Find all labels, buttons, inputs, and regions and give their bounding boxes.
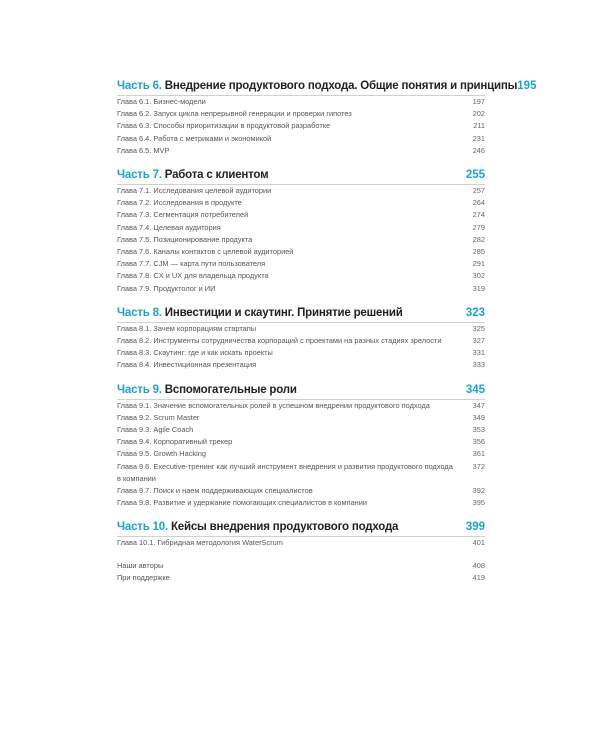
chapter-page-number: 395 xyxy=(472,498,485,508)
part-page-number: 195 xyxy=(517,80,537,92)
chapter-page-number: 327 xyxy=(472,336,485,346)
chapter-title: Глава 6.5. MVP xyxy=(117,145,170,155)
chapter-entry xyxy=(117,209,485,221)
part-number: Часть 9. xyxy=(117,383,162,396)
chapter-page-number: 356 xyxy=(472,437,485,447)
chapter-title: Глава 7.5. Позиционирование продукта xyxy=(117,234,253,244)
chapter-entry xyxy=(117,222,485,234)
chapter-title: Глава 9.4. Корпоративный трекер xyxy=(117,437,233,447)
part-heading xyxy=(117,307,485,323)
part-number: Часть 10. xyxy=(117,521,168,534)
chapter-entry xyxy=(117,485,485,497)
chapter-entry xyxy=(117,145,485,157)
chapter-page-number: 285 xyxy=(472,247,485,257)
chapter-title: Глава 9.5. Growth Hacking xyxy=(117,449,206,459)
back-matter-entry xyxy=(117,560,485,572)
part-page-number: 399 xyxy=(465,521,485,534)
chapter-page-number: 372 xyxy=(472,461,485,471)
part-title xyxy=(117,384,297,396)
chapter-entry xyxy=(117,246,485,258)
back-matter-page-number: 408 xyxy=(472,560,485,570)
chapter-entry xyxy=(117,448,485,460)
chapter-page-number: 353 xyxy=(472,425,485,435)
part-name: Работа с клиентом xyxy=(164,169,269,182)
chapter-title: Глава 7.1. Исследования целевой аудитории xyxy=(117,186,272,196)
chapter-title: Глава 10.1. Гибридная методология WaterScrum xyxy=(117,538,283,548)
chapter-title: Глава 6.4. Работа с метриками и экономикой xyxy=(117,133,272,143)
chapter-entry xyxy=(117,347,485,359)
back-matter-page-number: 419 xyxy=(472,572,485,582)
chapter-title: Глава 8.1. Зачем корпорациям стартапы xyxy=(117,323,257,333)
chapter-entry xyxy=(117,436,485,448)
part-title xyxy=(117,307,403,319)
chapter-entry xyxy=(117,96,485,108)
chapter-title: Глава 7.7. CJM — карта пути пользователя xyxy=(117,259,266,269)
chapter-page-number: 264 xyxy=(472,198,485,208)
chapter-page-number: 279 xyxy=(472,222,485,232)
part-name: Внедрение продуктового подхода. Общие понятия и принципы xyxy=(164,80,518,92)
chapter-entry xyxy=(117,283,485,295)
part-heading xyxy=(117,80,537,96)
chapter-page-number: 302 xyxy=(472,271,485,281)
chapter-page-number: 291 xyxy=(472,259,485,269)
chapter-title: Глава 9.1. Значение вспомогательных ролей в успешном внедрении продуктового подхода xyxy=(117,400,430,410)
chapter-entry xyxy=(117,270,485,282)
chapter-title: Глава 8.4. Инвестиционная презентация xyxy=(117,360,257,370)
part-number: Часть 7. xyxy=(117,169,162,182)
chapter-title: Глава 6.2. Запуск цикла непрерывной генерации и проверки гипотез xyxy=(117,109,352,119)
part-page-number: 255 xyxy=(465,169,485,182)
back-matter-title: Наши авторы xyxy=(117,560,164,570)
chapter-page-number: 197 xyxy=(472,97,485,106)
chapter-title: Глава 8.2. Инструменты сотрудничества корпораций с проектами на разных стадиях зрелости xyxy=(117,336,442,346)
chapter-page-number: 282 xyxy=(472,234,485,244)
part-name: Вспомогательные роли xyxy=(164,383,297,396)
chapter-page-number: 392 xyxy=(472,486,485,496)
part-page-number: 323 xyxy=(465,306,485,319)
back-matter-entry xyxy=(117,572,485,584)
part-heading xyxy=(117,169,485,185)
part-number: Часть 6. xyxy=(117,80,162,92)
chapter-page-number: 333 xyxy=(472,360,485,370)
chapter-page-number: 257 xyxy=(472,186,485,196)
back-matter-title: При поддержке xyxy=(117,572,170,582)
chapter-title: Глава 7.9. Продуктолог и ИИ xyxy=(117,283,216,293)
chapter-entry xyxy=(117,258,485,270)
chapter-title: Глава 7.4. Целевая аудитория xyxy=(117,222,221,232)
chapter-entry xyxy=(117,461,485,485)
chapter-entry xyxy=(117,234,485,246)
chapter-page-number: 274 xyxy=(472,210,485,220)
chapter-entry xyxy=(117,412,485,424)
part-title xyxy=(117,169,268,181)
part-heading xyxy=(117,521,485,537)
part-name: Инвестиции и скаутинг. Принятие решений xyxy=(164,306,403,319)
chapter-entry xyxy=(117,133,485,145)
part-name: Кейсы внедрения продуктового подхода xyxy=(170,521,399,534)
chapter-page-number: 347 xyxy=(472,400,485,410)
part-number: Часть 8. xyxy=(117,306,162,319)
chapter-page-number: 361 xyxy=(472,449,485,459)
chapter-page-number: 349 xyxy=(472,412,485,422)
chapter-title: Глава 7.8. CX и UX для владельца продукта xyxy=(117,271,269,281)
back-matter xyxy=(117,560,485,584)
chapter-entry xyxy=(117,359,485,371)
chapter-page-number: 319 xyxy=(472,283,485,293)
chapter-title: Глава 7.2. Исследования в продукте xyxy=(117,198,242,208)
table-of-contents xyxy=(117,80,537,584)
chapter-entry xyxy=(117,323,485,335)
chapter-page-number: 331 xyxy=(472,348,485,358)
part-title xyxy=(117,80,517,92)
chapter-title: Глава 9.7. Поиск и наем поддерживающих специалистов xyxy=(117,486,313,496)
chapter-title: Глава 9.8. Развитие и удержание помогающих специалистов в компании xyxy=(117,498,368,508)
chapter-title: Глава 7.3. Сегментация потребителей xyxy=(117,210,249,220)
chapter-title: Глава 7.6. Каналы контактов с целевой аудиторией xyxy=(117,247,294,257)
chapter-entry xyxy=(117,424,485,436)
chapter-title: Глава 9.3. Agile Coach xyxy=(117,425,194,435)
chapter-page-number: 202 xyxy=(472,109,485,119)
part-heading xyxy=(117,384,485,400)
chapter-entry xyxy=(117,497,485,509)
chapter-entry xyxy=(117,108,485,120)
chapter-page-number: 401 xyxy=(472,538,485,548)
part-title xyxy=(117,521,398,533)
chapter-title: Глава 9.2. Scrum Master xyxy=(117,412,200,422)
chapter-title: Глава 9.6. Executive-тренинг как лучший инструмент внедрения и развития продуктового подхода в компании xyxy=(117,461,453,483)
chapter-page-number: 211 xyxy=(473,121,485,131)
chapter-page-number: 231 xyxy=(472,133,485,143)
chapter-entry xyxy=(117,335,485,347)
chapter-page-number: 246 xyxy=(472,145,485,155)
part-page-number: 345 xyxy=(465,383,485,396)
chapter-title: Глава 6.3. Способы приоритизации в продуктовой разработке xyxy=(117,121,331,131)
chapter-entry xyxy=(117,400,485,412)
chapter-page-number: 325 xyxy=(472,323,485,333)
chapter-entry xyxy=(117,537,485,549)
chapter-entry xyxy=(117,120,485,132)
chapter-entry xyxy=(117,185,485,197)
chapter-title: Глава 6.1. Бизнес-модели xyxy=(117,97,206,106)
chapter-title: Глава 8.3. Скаутинг: где и как искать проекты xyxy=(117,348,273,358)
chapter-entry xyxy=(117,197,485,209)
